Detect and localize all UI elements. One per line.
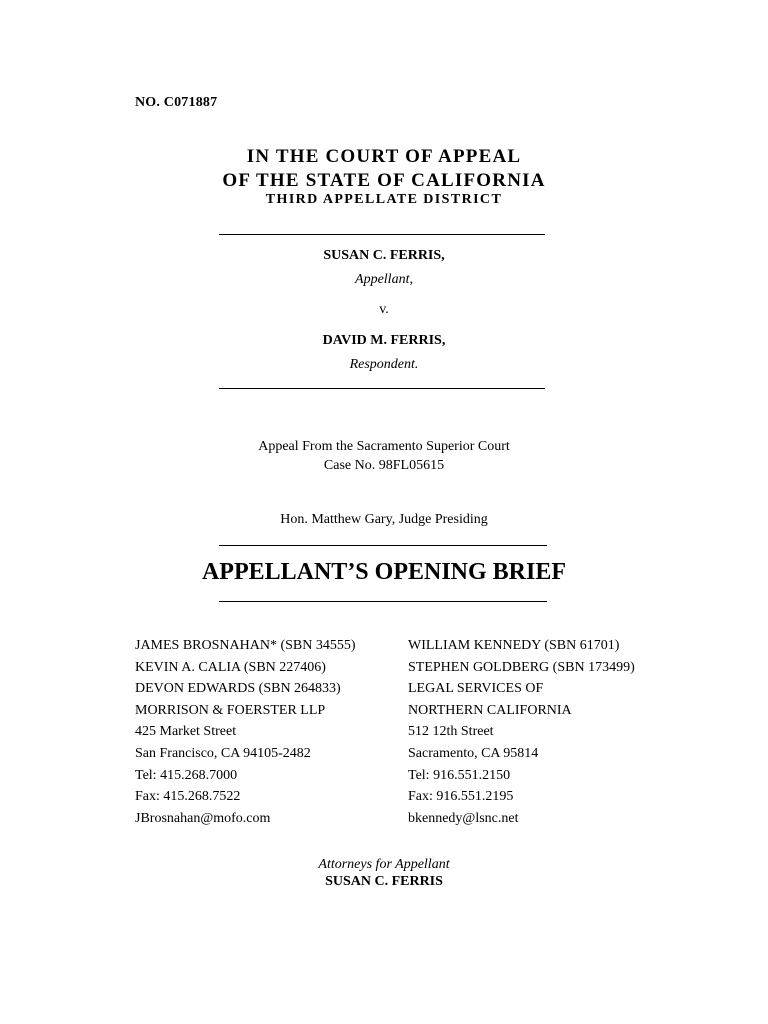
counsel-line: LEGAL SERVICES OF [408, 681, 544, 697]
presiding-judge: Hon. Matthew Gary, Judge Presiding [280, 512, 488, 527]
client-name: SUSAN C. FERRIS [325, 874, 443, 889]
appeal-from: Appeal From the Sacramento Superior Court [258, 439, 510, 454]
counsel-line: Sacramento, CA 95814 [408, 745, 539, 761]
counsel-line: Fax: 916.551.2195 [408, 789, 514, 805]
counsel-line: 512 12th Street [408, 724, 494, 740]
lower-court-case-number: Case No. 98FL05615 [323, 458, 445, 473]
appellate-district: THIRD APPELLATE DISTRICT [265, 192, 503, 207]
divider-top [219, 234, 545, 235]
counsel-block-left [135, 635, 356, 829]
counsel-line: STEPHEN GOLDBERG (SBN 173499) [408, 659, 635, 675]
appellant-role: Appellant, [355, 272, 413, 287]
case-number: NO. C071887 [135, 95, 218, 110]
court-name-line1: IN THE COURT OF APPEAL [246, 146, 522, 167]
attorneys-for-label: Attorneys for Appellant [318, 857, 450, 872]
counsel-email: JBrosnahan@mofo.com [135, 810, 271, 826]
respondent-name: DAVID M. FERRIS, [322, 333, 446, 348]
counsel-line: DEVON EDWARDS (SBN 264833) [135, 681, 341, 697]
respondent-role: Respondent. [349, 357, 419, 372]
counsel-line: Tel: 916.551.2150 [408, 767, 511, 783]
counsel-line: Tel: 415.268.7000 [135, 767, 238, 783]
brief-title: APPELLANT’S OPENING BRIEF [201, 559, 567, 585]
counsel-line: WILLIAM KENNEDY (SBN 61701) [408, 638, 620, 653]
divider-title-top [219, 545, 547, 546]
versus-label: v. [379, 302, 389, 317]
counsel-line: 425 Market Street [135, 724, 237, 740]
court-name-line2: OF THE STATE OF CALIFORNIA [222, 170, 546, 191]
counsel-line: JAMES BROSNAHAN* (SBN 34555) [135, 638, 356, 653]
counsel-line: San Francisco, CA 94105-2482 [135, 745, 311, 761]
counsel-line: KEVIN A. CALIA (SBN 227406) [135, 659, 326, 675]
counsel-email: bkennedy@lsnc.net [408, 810, 519, 826]
counsel-line: MORRISON & FOERSTER LLP [135, 702, 326, 718]
counsel-line: Fax: 415.268.7522 [135, 789, 241, 805]
divider-parties [219, 388, 545, 389]
appellant-name: SUSAN C. FERRIS, [323, 248, 445, 263]
counsel-block-right [408, 635, 635, 829]
counsel-line: NORTHERN CALIFORNIA [408, 702, 572, 718]
divider-title-bottom [219, 601, 547, 602]
